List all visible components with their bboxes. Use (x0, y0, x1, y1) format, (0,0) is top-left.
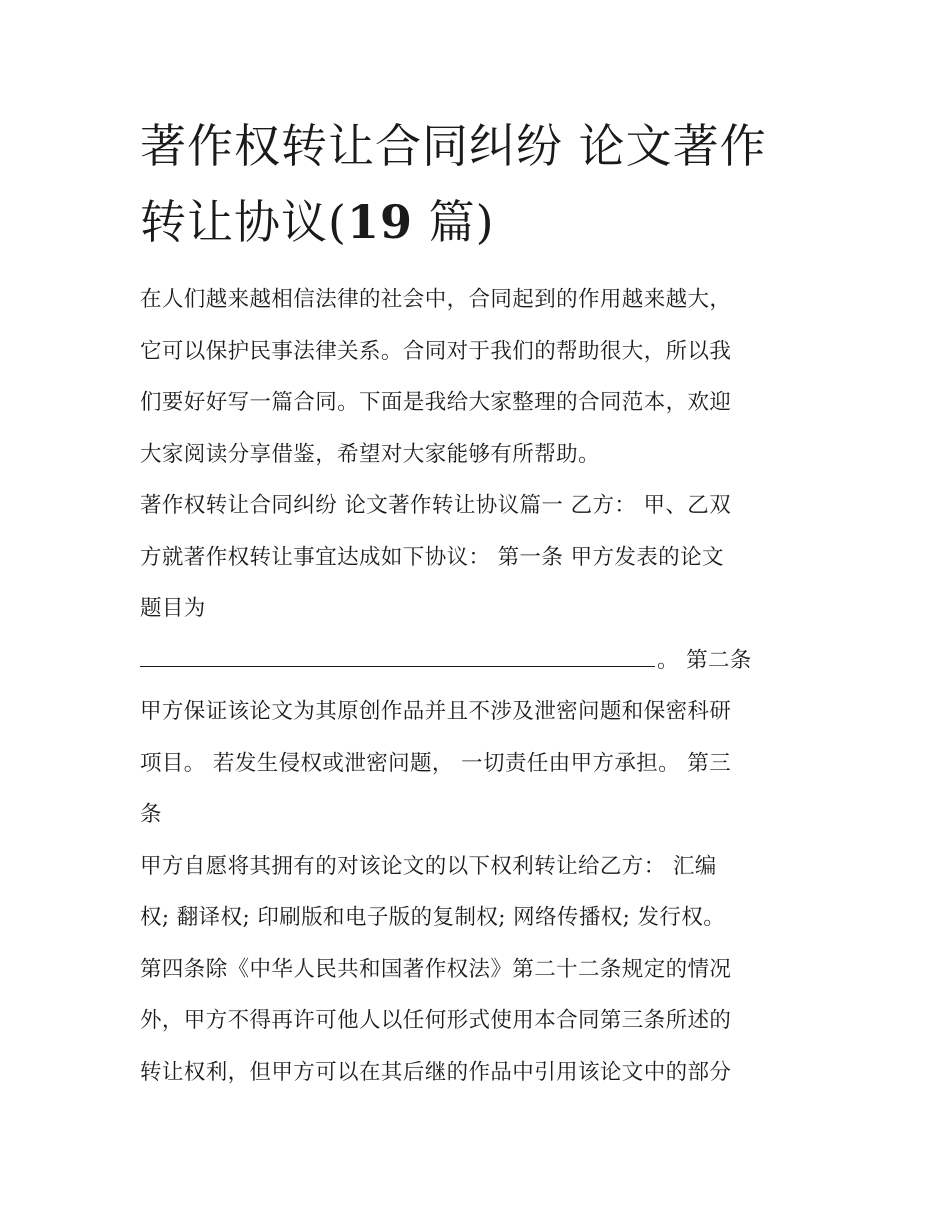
title-count: 19 (346, 195, 413, 249)
article-2-heading: 。 第二条 (657, 647, 752, 673)
section-1-line: 题目为 (140, 596, 206, 621)
article-2-line: 项目。 若发生侵权或泄密问题， 一切责任由甲方承担。 第三 (140, 750, 732, 776)
article-4-line: 第四条除《中华人民共和国著作权法》第二十二条规定的情况 (140, 956, 732, 982)
intro-line: 们要好好写一篇合同。下面是我给大家整理的合同范本，欢迎 (140, 390, 732, 415)
article-4-paragraph (140, 944, 820, 1099)
title-line-2 (140, 184, 820, 260)
article-2-line: 条 (140, 802, 162, 827)
intro-line: 它可以保护民事法律关系。合同对于我们的帮助很大，所以我 (140, 338, 732, 364)
article-3-paragraph (140, 841, 820, 944)
article-3-line: 权; 翻译权; 印刷版和电子版的复制权; 网络传播权; 发行权。 (140, 905, 726, 930)
intro-line: 在人们越来越相信法律的社会中，合同起到的作用越来越大， (140, 287, 732, 312)
thesis-title-blank (140, 650, 655, 667)
section-1-line: 方就著作权转让事宜达成如下协议： 第一条 甲方发表的论文 (140, 544, 724, 570)
blank-field-line (140, 635, 820, 687)
title-line-2-prefix: 转让协议( (140, 195, 347, 249)
section-1-line: 著作权转让合同纠纷 论文著作转让协议篇一 乙方： 甲、乙双 (140, 493, 732, 518)
document-title (140, 108, 820, 260)
article-4-line: 转让权利，但甲方可以在其后继的作品中引用该论文中的部分 (140, 1059, 732, 1085)
title-line-2-suffix: 篇) (412, 195, 495, 249)
blank-field-paragraph (140, 635, 820, 687)
intro-line: 大家阅读分享借鉴，希望对大家能够有所帮助。 (140, 441, 600, 467)
article-3-line: 甲方自愿将其拥有的对该论文的以下权利转让给乙方： 汇编 (140, 853, 717, 879)
title-line-1: 著作权转让合同纠纷 论文著作 (140, 119, 767, 173)
document-page (140, 108, 820, 1098)
article-2-line: 甲方保证该论文为其原创作品并且不涉及泄密问题和保密科研 (140, 699, 732, 724)
article-4-line: 外，甲方不得再许可他人以任何形式使用本合同第三条所述的 (140, 1008, 732, 1033)
intro-paragraph (140, 274, 820, 480)
article-2-paragraph (140, 686, 820, 841)
section-1-paragraph (140, 480, 820, 635)
